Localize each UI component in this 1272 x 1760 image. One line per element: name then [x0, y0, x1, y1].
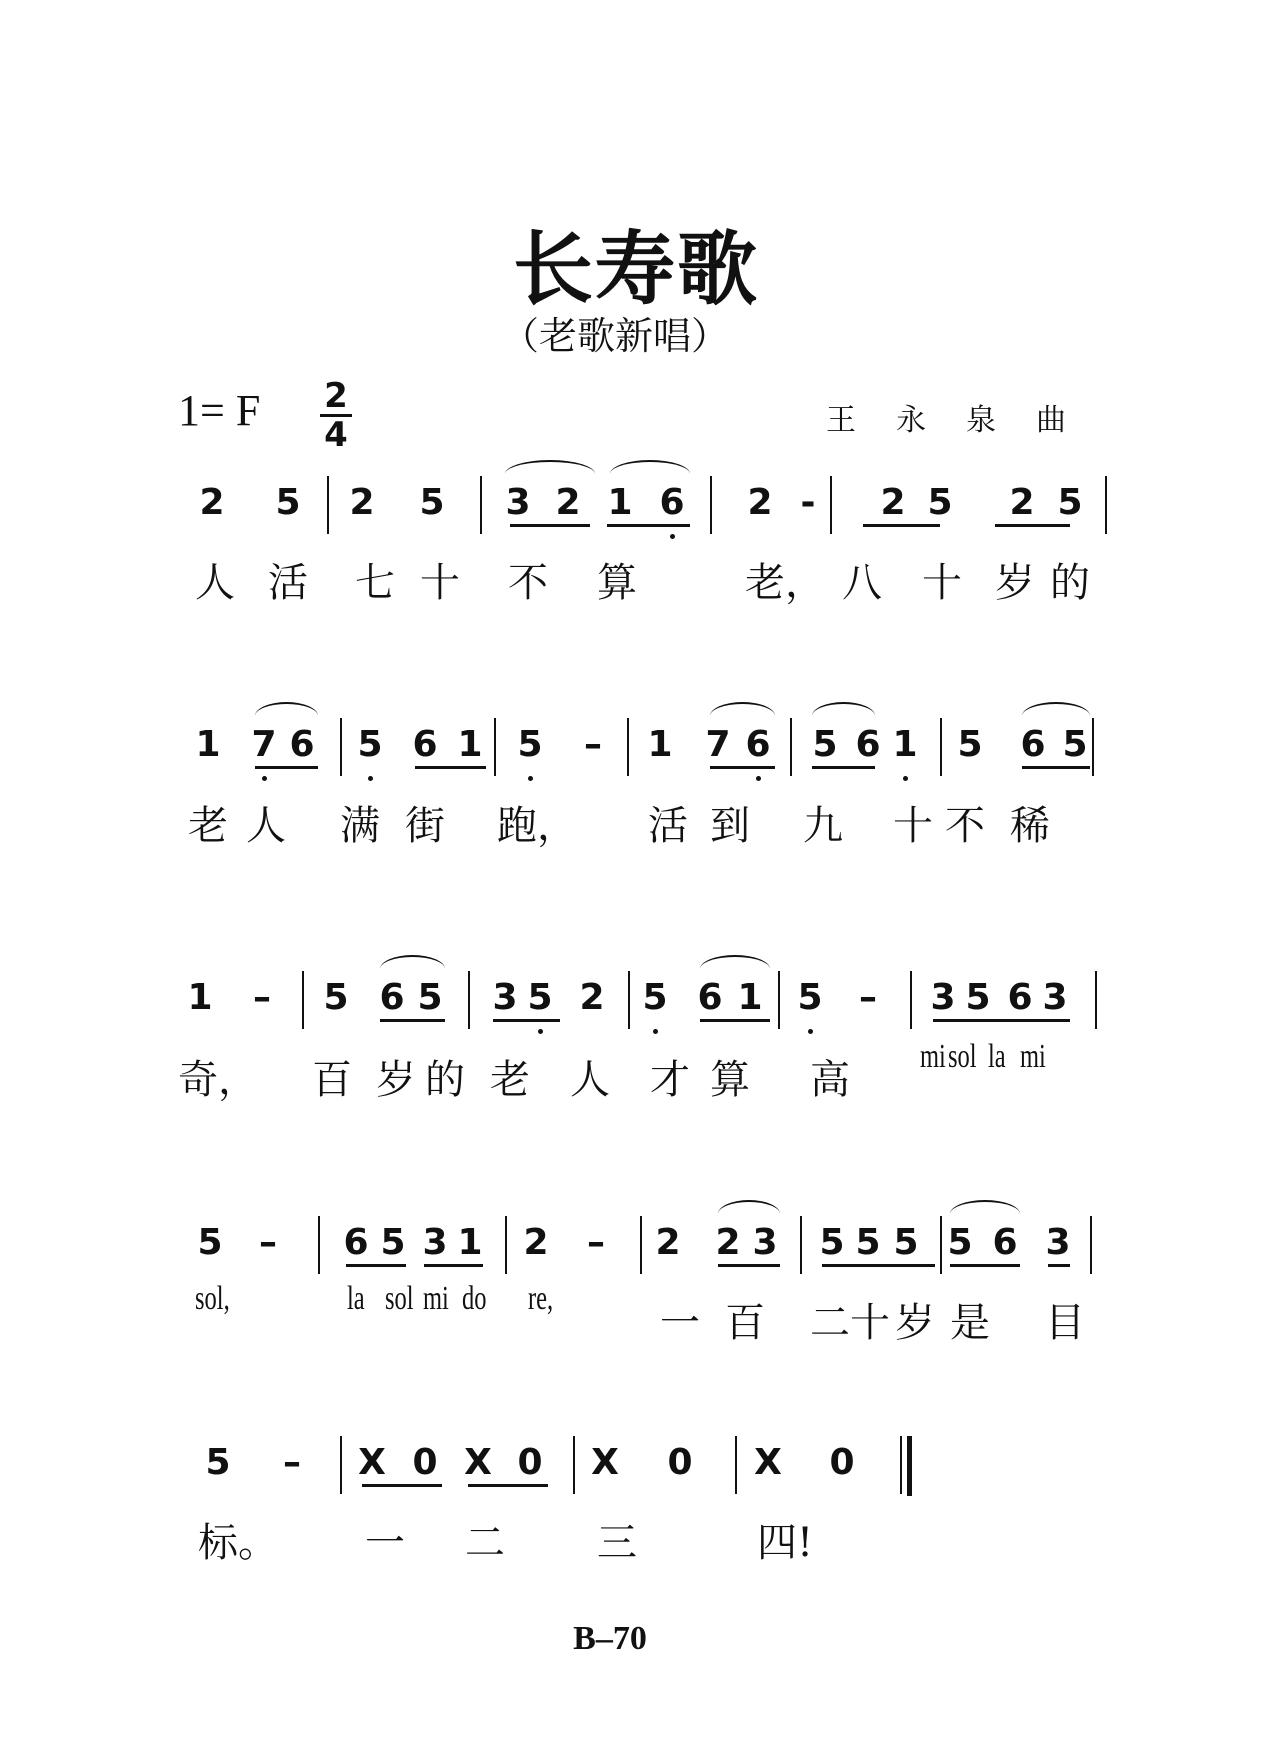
lyric-syllable: 活: [268, 560, 308, 606]
beam-underline: [493, 1019, 560, 1022]
note: X: [358, 1442, 386, 1483]
note: 6: [697, 977, 723, 1018]
lyric-syllable: 奇，: [178, 1057, 258, 1103]
octave-dot: [653, 1029, 658, 1034]
barline: [468, 971, 470, 1029]
lyric-syllable: 老: [490, 1057, 530, 1103]
note: 3: [930, 977, 956, 1018]
slur: [710, 702, 775, 716]
barline: [1105, 476, 1107, 534]
solfege-syllable: sol,: [195, 1280, 230, 1317]
note: 7: [251, 724, 277, 765]
octave-dot: [756, 776, 761, 781]
lyric-syllable: 高: [810, 1057, 850, 1103]
note: 5: [205, 1442, 231, 1483]
lyric-syllable: 算: [597, 560, 637, 606]
note: 6: [659, 482, 685, 523]
time-signature-top: 2: [324, 376, 348, 416]
barline: [735, 1436, 737, 1494]
slur: [718, 1200, 780, 1214]
lyric-syllable: 不: [945, 803, 985, 849]
slur: [1022, 702, 1090, 716]
note: 6: [1007, 977, 1033, 1018]
note: 6: [289, 724, 315, 765]
note: 5: [797, 977, 823, 1018]
note: 3: [1045, 1222, 1071, 1263]
note: 3: [492, 977, 518, 1018]
note: 5: [1057, 482, 1083, 523]
time-signature-bottom: 4: [324, 415, 348, 455]
note: X: [464, 1442, 492, 1483]
slur: [812, 702, 875, 716]
note: 5: [380, 1222, 406, 1263]
solfege-syllable: mi: [423, 1280, 449, 1317]
note: 5: [527, 977, 553, 1018]
note: 5: [819, 1222, 845, 1263]
barline: [505, 1216, 507, 1274]
octave-dot: [538, 1029, 543, 1034]
beam-underline: [812, 766, 875, 769]
slur: [380, 955, 445, 969]
lyric-syllable: 满: [340, 803, 380, 849]
lyric-syllable: 三: [597, 1520, 637, 1566]
beam-underline: [362, 1484, 442, 1487]
octave-dot: [528, 776, 533, 781]
solfege-syllable: mi: [920, 1038, 946, 1075]
lyric-syllable: 一: [660, 1300, 700, 1346]
beam-underline: [468, 1484, 548, 1487]
note: 1: [737, 977, 763, 1018]
octave-dot: [903, 776, 908, 781]
note: 5: [357, 724, 383, 765]
slur: [255, 702, 318, 716]
barline: [778, 971, 780, 1029]
barline: [790, 718, 792, 776]
note: -: [800, 482, 816, 523]
beam-underline: [607, 524, 690, 527]
beam-underline: [995, 524, 1070, 527]
octave-dot: [262, 776, 267, 781]
slur: [505, 460, 595, 474]
barline: [628, 971, 630, 1029]
beam-underline: [424, 1264, 483, 1267]
barline: [830, 476, 832, 534]
barline: [302, 971, 304, 1029]
note: 5: [855, 1222, 881, 1263]
lyric-syllable: 岁: [376, 1057, 416, 1103]
lyric-syllable: 目: [1045, 1300, 1085, 1346]
lyric-syllable: 八: [842, 560, 882, 606]
final-barline-thin: [900, 1436, 902, 1494]
note: 3: [752, 1222, 778, 1263]
beam-underline: [1022, 766, 1090, 769]
lyric-syllable: 的: [1050, 560, 1090, 606]
note: X: [754, 1442, 782, 1483]
lyric-syllable: 九: [803, 803, 843, 849]
lyric-syllable: 十: [420, 560, 460, 606]
note: –: [587, 1222, 605, 1263]
solfege-syllable: la: [988, 1038, 1006, 1075]
note: 2: [199, 482, 225, 523]
beam-underline: [415, 766, 486, 769]
lyric-syllable: 人: [246, 803, 286, 849]
song-title: 长寿歌: [513, 222, 759, 316]
lyric-syllable: 岁: [895, 1300, 935, 1346]
note: 3: [1042, 977, 1068, 1018]
lyric-syllable: 十: [922, 560, 962, 606]
note: 6: [855, 724, 881, 765]
note: –: [859, 977, 877, 1018]
barline: [940, 718, 942, 776]
barline: [1092, 718, 1094, 776]
beam-underline: [510, 524, 590, 527]
barline: [340, 1436, 342, 1494]
lyric-syllable: 老: [188, 803, 228, 849]
lyric-syllable: 街: [405, 803, 445, 849]
note: 0: [412, 1442, 438, 1483]
lyric-syllable: 活: [648, 803, 688, 849]
lyric-syllable: 的: [425, 1057, 465, 1103]
solfege-syllable: sol: [385, 1280, 414, 1317]
slur: [950, 1200, 1020, 1214]
barline: [640, 1216, 642, 1274]
lyric-syllable: 岁: [995, 560, 1035, 606]
lyric-syllable: 稀: [1010, 803, 1050, 849]
beam-underline: [863, 524, 940, 527]
composer-credit: 王永泉曲: [826, 403, 1106, 438]
lyric-syllable: 四!: [757, 1520, 814, 1566]
solfege-syllable: mi: [1020, 1038, 1046, 1075]
page-number: B–70: [573, 1620, 647, 1657]
note: 0: [667, 1442, 693, 1483]
barline: [318, 1216, 320, 1274]
barline: [710, 476, 712, 534]
lyric-syllable: 跑，: [497, 803, 577, 849]
beam-underline: [1048, 1264, 1070, 1267]
note: –: [253, 977, 271, 1018]
note: 1: [892, 724, 918, 765]
lyric-syllable: 十: [850, 1300, 890, 1346]
note: 6: [412, 724, 438, 765]
note: 1: [607, 482, 633, 523]
note: 1: [195, 724, 221, 765]
barline: [940, 1216, 942, 1274]
note: 6: [992, 1222, 1018, 1263]
note: 5: [323, 977, 349, 1018]
solfege-syllable: re,: [528, 1280, 554, 1317]
beam-underline: [933, 1019, 1070, 1022]
note: 5: [275, 482, 301, 523]
note: 2: [523, 1222, 549, 1263]
note: 5: [965, 977, 991, 1018]
note: 2: [579, 977, 605, 1018]
note: 2: [555, 482, 581, 523]
note: 1: [457, 724, 483, 765]
note: 2: [747, 482, 773, 523]
note: 6: [379, 977, 405, 1018]
beam-underline: [700, 1019, 770, 1022]
note: –: [283, 1442, 301, 1483]
barline: [340, 718, 342, 776]
lyric-syllable: 人: [195, 560, 235, 606]
note: 0: [517, 1442, 543, 1483]
time-signature: [318, 378, 354, 453]
barline: [1095, 971, 1097, 1029]
note: 2: [655, 1222, 681, 1263]
lyric-syllable: 到: [710, 803, 750, 849]
lyric-syllable: 才: [650, 1057, 690, 1103]
note: 6: [343, 1222, 369, 1263]
solfege-syllable: la: [347, 1280, 365, 1317]
note: 5: [642, 977, 668, 1018]
note: 5: [893, 1222, 919, 1263]
note: 1: [457, 1222, 483, 1263]
solfege-syllable: do: [462, 1280, 487, 1317]
octave-dot: [368, 776, 373, 781]
barline: [800, 1216, 802, 1274]
note: 5: [947, 1222, 973, 1263]
lyric-syllable: 十: [893, 803, 933, 849]
barline: [494, 718, 496, 776]
key-signature: 1= F: [178, 386, 261, 435]
lyric-syllable: 百: [725, 1300, 765, 1346]
beam-underline: [950, 1264, 1020, 1267]
note: 5: [419, 482, 445, 523]
note: 2: [880, 482, 906, 523]
note: 1: [647, 724, 673, 765]
beam-underline: [255, 766, 318, 769]
lyric-syllable: 二: [810, 1300, 850, 1346]
lyric-syllable: 算: [710, 1057, 750, 1103]
lyric-syllable: 老，: [745, 560, 825, 606]
note: 7: [705, 724, 731, 765]
note: 5: [417, 977, 443, 1018]
octave-dot: [808, 1029, 813, 1034]
final-barline-thick: [907, 1436, 912, 1496]
lyric-syllable: 七: [355, 560, 395, 606]
slur: [610, 460, 690, 474]
lyric-syllable: 百: [312, 1057, 352, 1103]
note: 6: [1020, 724, 1046, 765]
lyric-syllable: 二: [465, 1520, 505, 1566]
note: 5: [812, 724, 838, 765]
note: 3: [422, 1222, 448, 1263]
barline: [1090, 1216, 1092, 1274]
slur: [700, 955, 770, 969]
beam-underline: [380, 1019, 445, 1022]
note: 5: [197, 1222, 223, 1263]
barline: [910, 971, 912, 1029]
barline: [327, 476, 329, 534]
note: 5: [957, 724, 983, 765]
lyric-syllable: 人: [570, 1057, 610, 1103]
barline: [627, 718, 629, 776]
lyric-syllable: 是: [950, 1300, 990, 1346]
note: 5: [517, 724, 543, 765]
lyric-syllable: 标。: [198, 1520, 278, 1566]
solfege-syllable: sol: [948, 1038, 977, 1075]
note: 3: [505, 482, 531, 523]
note: –: [584, 724, 602, 765]
beam-underline: [346, 1264, 406, 1267]
barline: [480, 476, 482, 534]
note: 5: [927, 482, 953, 523]
note: 2: [715, 1222, 741, 1263]
note: X: [591, 1442, 619, 1483]
lyric-syllable: 不: [508, 560, 548, 606]
barline: [573, 1436, 575, 1494]
note: 0: [829, 1442, 855, 1483]
beam-underline: [710, 766, 775, 769]
note: 6: [745, 724, 771, 765]
song-subtitle: （老歌新唱）: [500, 314, 729, 358]
note: 1: [187, 977, 213, 1018]
note: –: [259, 1222, 277, 1263]
note: 5: [1062, 724, 1088, 765]
note: 2: [349, 482, 375, 523]
octave-dot: [670, 534, 675, 539]
lyric-syllable: 一: [365, 1520, 405, 1566]
beam-underline: [822, 1264, 935, 1267]
beam-underline: [718, 1264, 780, 1267]
note: 2: [1009, 482, 1035, 523]
